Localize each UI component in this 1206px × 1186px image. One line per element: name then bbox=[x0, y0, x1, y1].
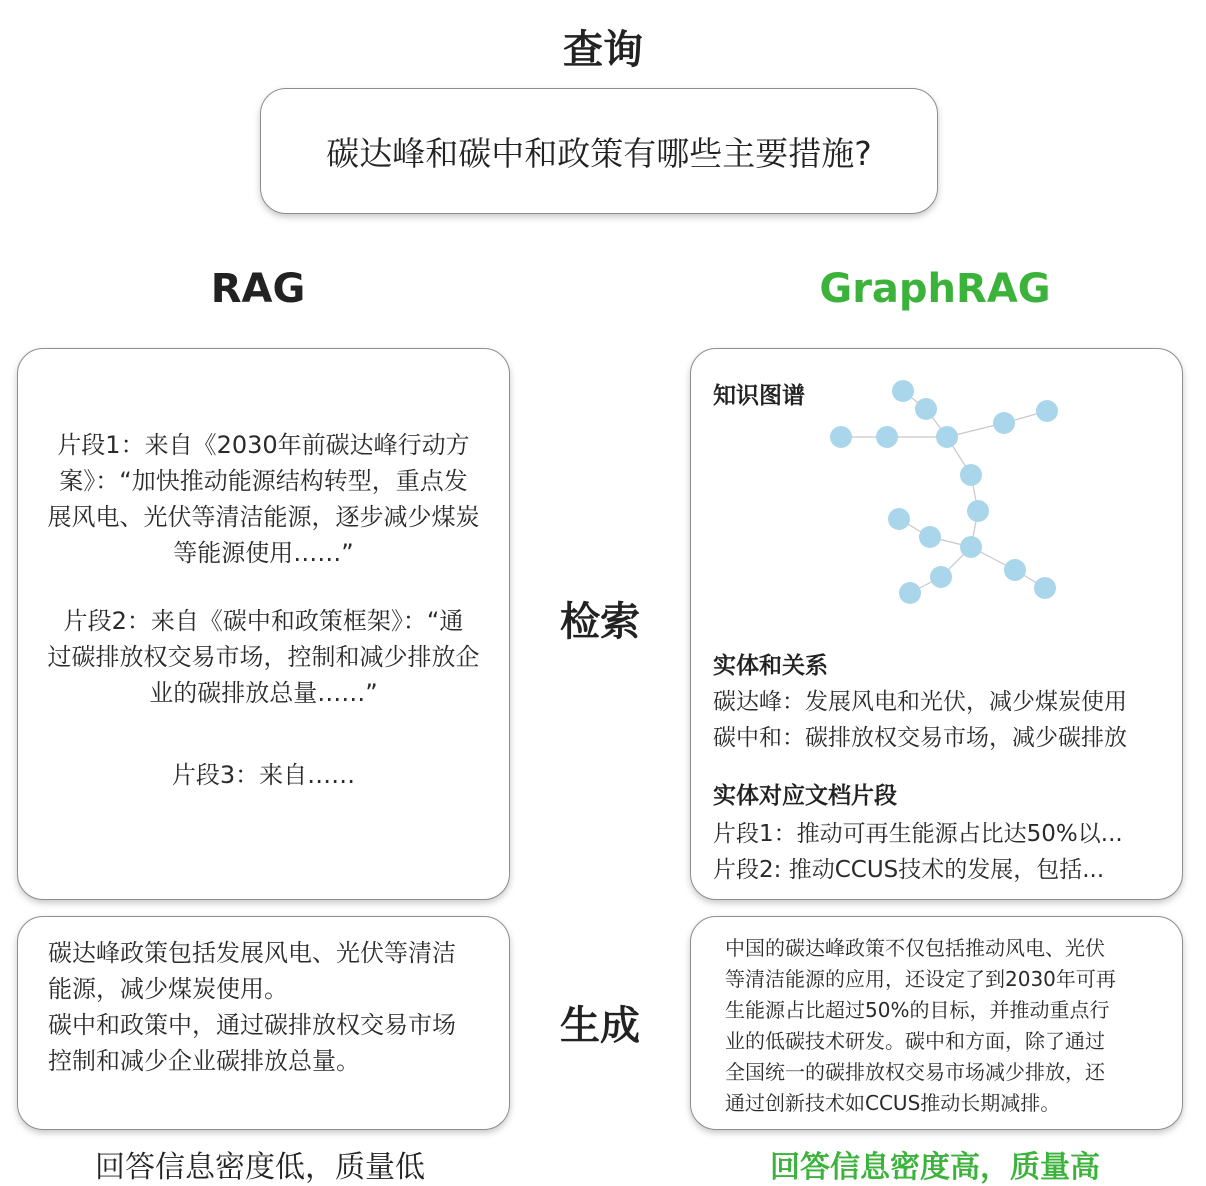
generation-label: 生成 bbox=[560, 1003, 640, 1049]
rag-verdict: 回答信息密度低，质量低 bbox=[95, 1150, 425, 1185]
rag-title: RAG bbox=[210, 266, 306, 312]
doc-fragment-line: 片段1：推动可再生能源占比达50%以... bbox=[713, 821, 1123, 847]
rag-fragment-2: 片段2：来自《碳中和政策框架》：“通 过碳排放权交易市场，控制和减少排放企 业的碳排放总量……” bbox=[47, 607, 480, 707]
query-question: 碳达峰和碳中和政策有哪些主要措施? bbox=[326, 133, 872, 173]
query-title: 查询 bbox=[563, 27, 643, 73]
graphrag-verdict: 回答信息密度高，质量高 bbox=[770, 1150, 1100, 1185]
rag-answer: 碳达峰政策包括发展风电、光伏等清洁 能源，减少煤炭使用。 碳中和政策中，通过碳排放权交易市场 控制和减少企业碳排放总量。 bbox=[48, 939, 456, 1075]
graphrag-generation-box bbox=[690, 916, 1183, 1130]
knowledge-graph-heading: 知识图谱 bbox=[713, 383, 805, 409]
graphrag-retrieval-box bbox=[690, 348, 1183, 900]
retrieval-label: 检索 bbox=[560, 599, 640, 645]
docs-heading: 实体对应文档片段 bbox=[713, 783, 897, 809]
entity-line: 碳达峰：发展风电和光伏，减少煤炭使用 bbox=[713, 689, 1127, 715]
entity-line: 碳中和：碳排放权交易市场，减少碳排放 bbox=[713, 725, 1127, 751]
knowledge-graph bbox=[821, 369, 1081, 609]
graphrag-answer: 中国的碳达峰政策不仅包括推动风电、光伏 等清洁能源的应用，还设定了到2030年可再 生能源占比超过50%的目标，并推动重点行 业的低碳技术研发。碳中和方面，除了通过 全国统一的碳排放权交易市场减少排放，还 通过创新技术如CCUS推动长期减排。 bbox=[725, 936, 1116, 1115]
rag-fragment-1: 片段1：来自《2030年前碳达峰行动方 案》：“加快推动能源结构转型，重点发 展风电、光伏等清洁能源，逐步减少煤炭 等能源使用……” bbox=[47, 431, 480, 567]
graphrag-title: GraphRAG bbox=[819, 266, 1051, 312]
rag-retrieval-box bbox=[17, 348, 510, 900]
rag-generation-box bbox=[17, 916, 510, 1130]
entities-heading: 实体和关系 bbox=[713, 653, 828, 679]
doc-fragment-line: 片段2: 推动CCUS技术的发展，包括... bbox=[713, 857, 1105, 883]
query-box bbox=[260, 88, 938, 214]
rag-fragment-3: 片段3：来自…… bbox=[171, 761, 356, 789]
